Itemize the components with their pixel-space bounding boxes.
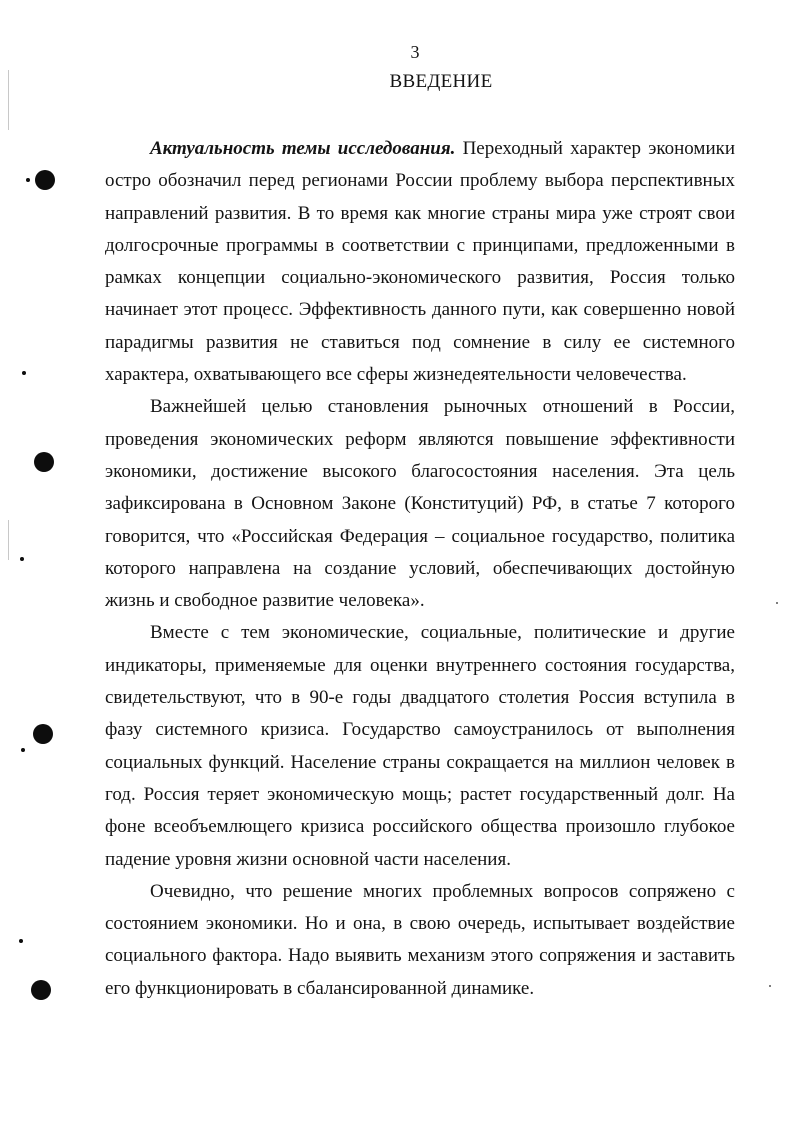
binder-speck [26,178,30,182]
binder-hole [31,980,51,1000]
paragraph: Вместе с тем экономические, социальные, политические и другие индикаторы, применяемые для оценки внутреннего состояния государства, свидетельствуют, что в 90-е годы двадцатого столетия Россия вступила в фазу системного кризиса. Государство самоустранилось от выполнения социальных функций. Население страны сокращается на миллион человек в год. Россия теряет экономическую мощь; растет государственный долг. На фоне всеобъемлющего кризиса российского общества произошло глубокое падение уровня жизни основной части населения. [105,622,735,870]
binder-hole [34,452,54,472]
paragraph [105,133,735,391]
scan-speck [776,602,778,604]
paragraph-text: Переходный характер экономики остро обозначил перед регионами России проблему выбора перспективных направлений развития. В то время как многие страны мира уже строят свои долгосрочные программы в соответствии с принципами, предложенными в рамках концепции социально-экономического развития, Россия только начинает этот процесс. Эффективность данного пути, как совершенно новой парадигмы развития не ставиться под сомнение в силу ее системного характера, охватывающего все сферы жизнедеятельности человечества. [105,138,736,386]
binder-speck [21,748,25,752]
scan-speck [769,985,771,987]
binder-speck [22,371,26,375]
binder-speck [20,557,24,561]
section-heading: ВВЕДЕНИЕ [389,71,493,92]
paragraph: Очевидно, что решение многих проблемных вопросов сопряжено с состоянием экономики. Но и она, в свою очередь, испытывает воздействие социального фактора. Надо выявить механизм этого сопряжения и заставить его функционировать в сбалансированной динамике. [105,880,735,999]
scan-edge-line [8,520,9,560]
paragraph: Важнейшей целью становления рыночных отношений в России, проведения экономических реформ являются повышение эффективности экономики, достижение высокого благосостояния населения. Эта цель зафиксирована в Основном Законе (Конституций) РФ, в статье 7 которого говорится, что «Российская Федерация – социальное государство, политика которого направлена на создание условий, обеспечивающих достойную жизнь и свободное развитие человека». [105,396,735,612]
page-number: 3 [410,42,420,62]
body-text [105,133,735,1005]
paragraph-lead: Актуальность темы исследования. [150,138,456,159]
binder-hole [33,724,53,744]
binder-hole [35,170,55,190]
binder-speck [19,939,23,943]
